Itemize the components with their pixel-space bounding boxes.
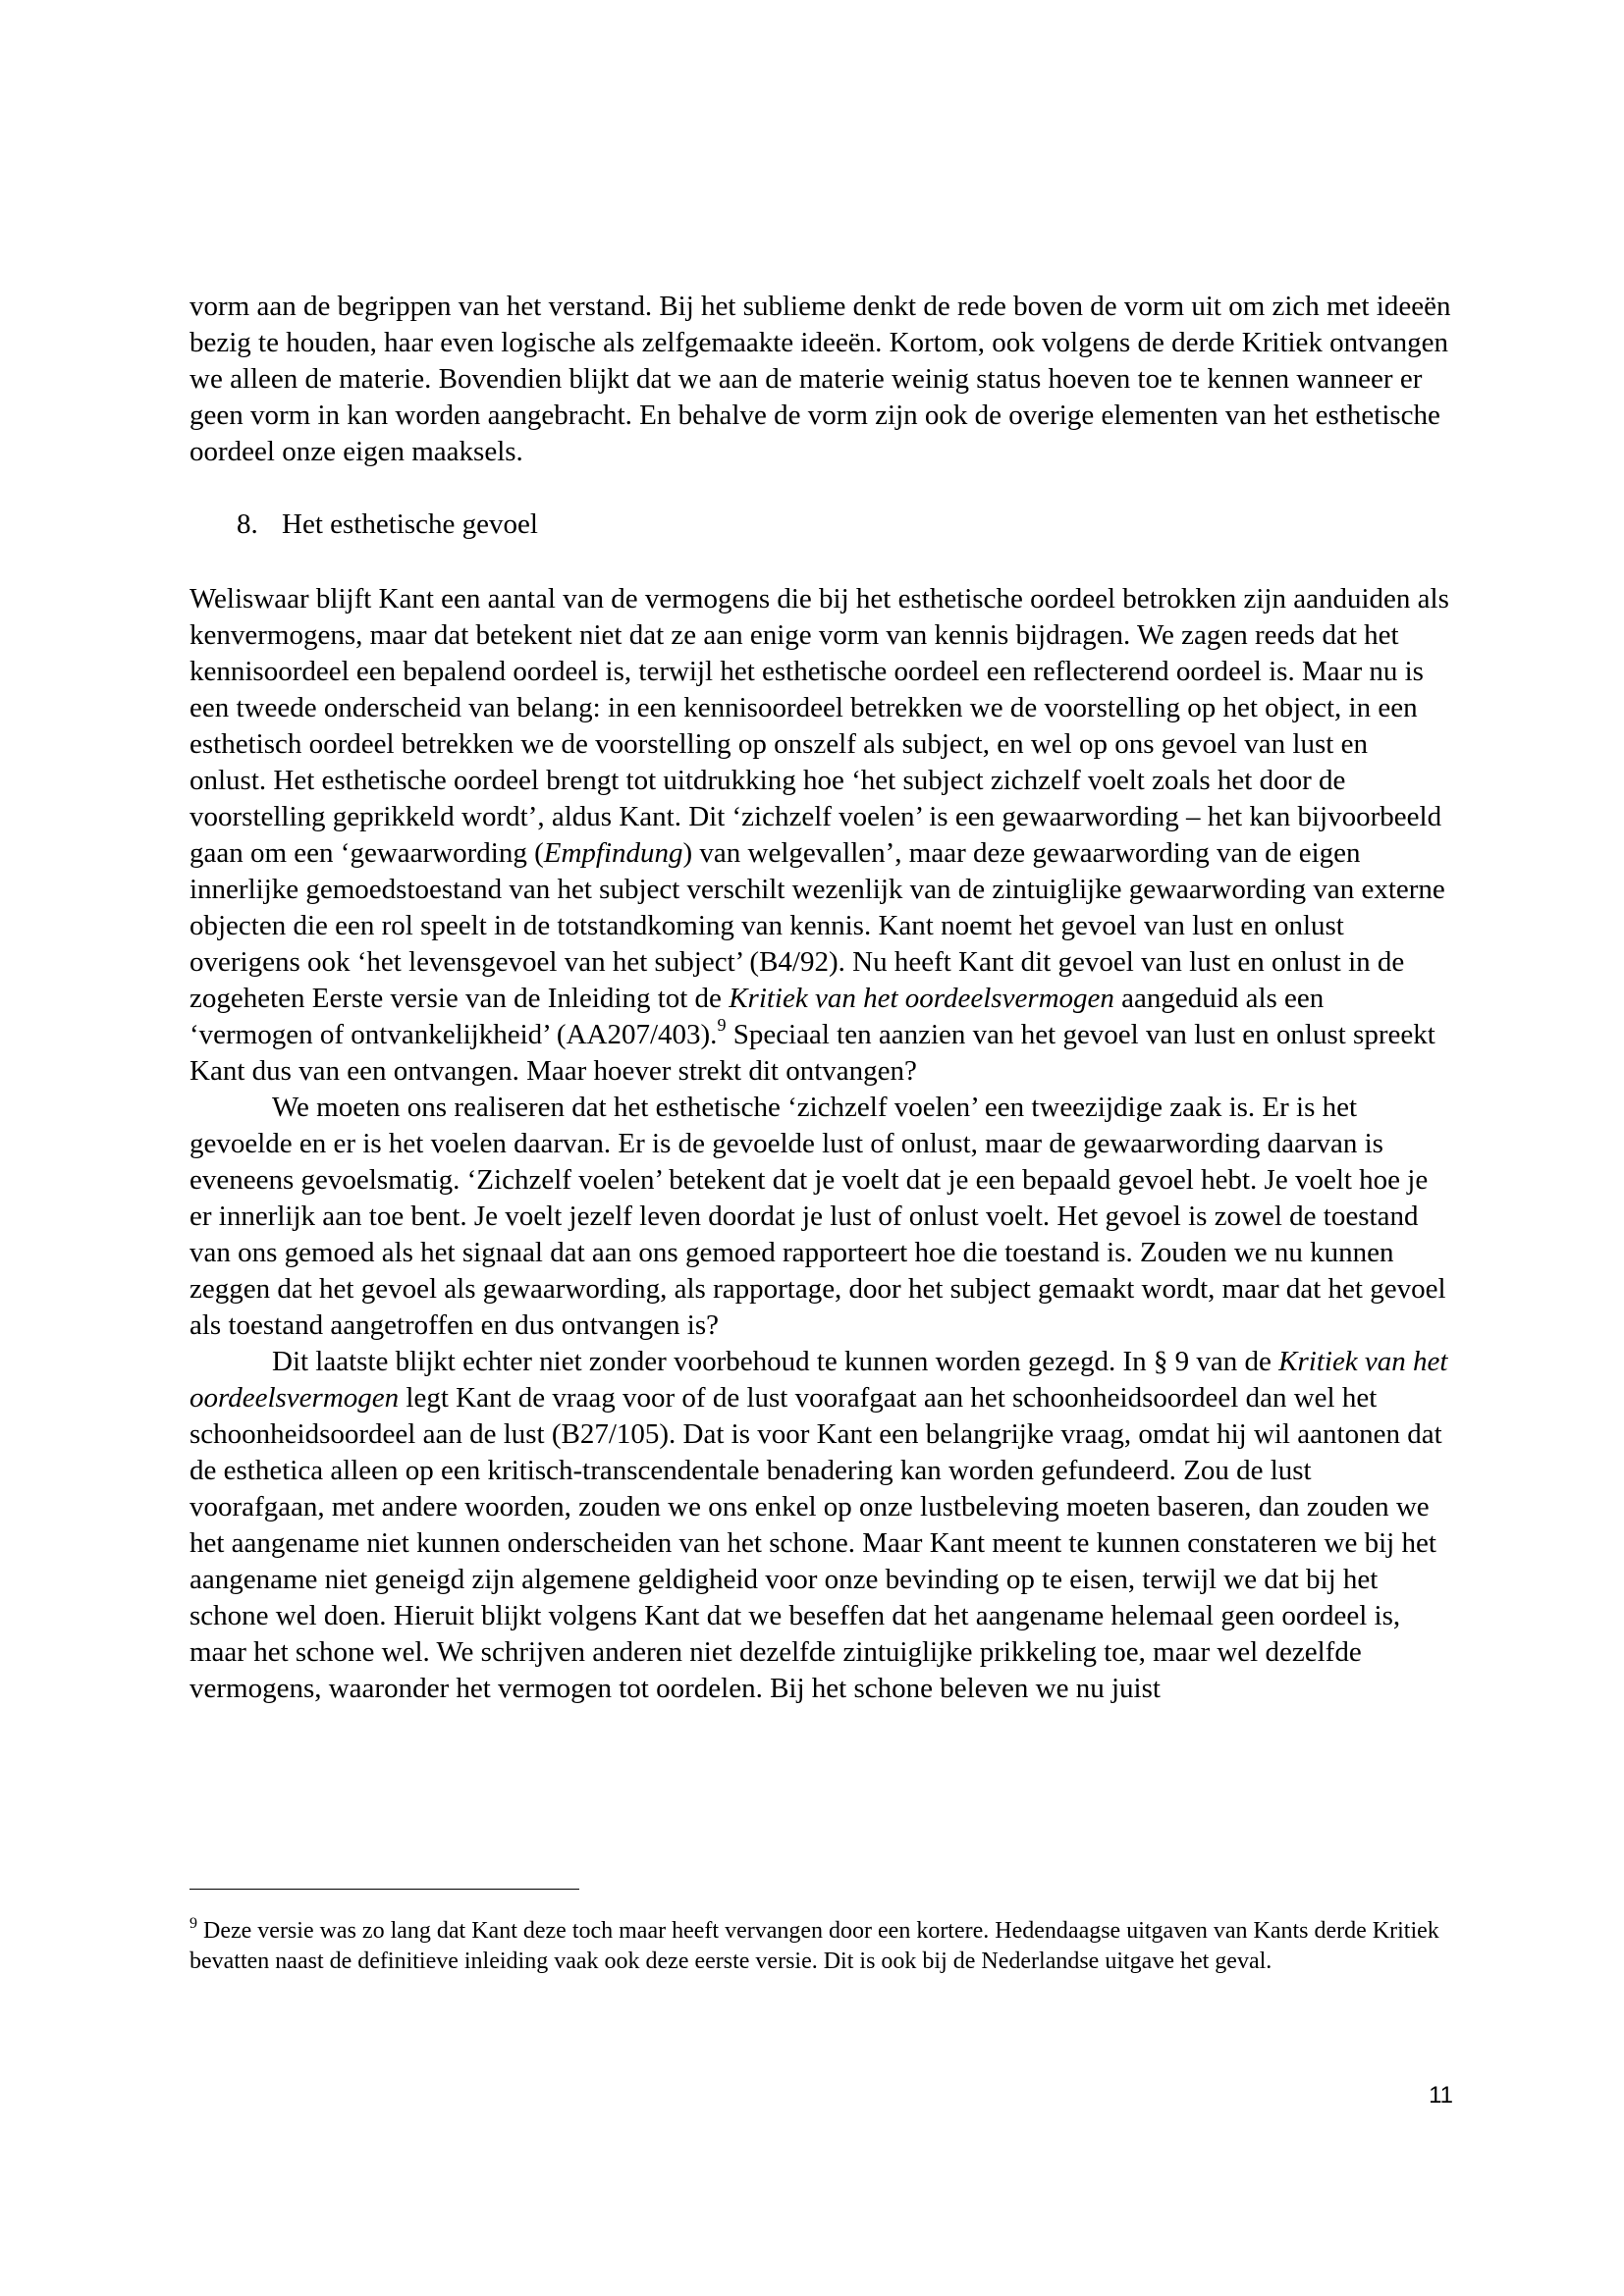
section-number: 8. [237, 508, 258, 540]
section-title: Het esthetische gevoel [282, 508, 538, 540]
paragraph-3 [189, 1344, 1451, 1707]
footnote-separator [189, 1889, 579, 1890]
footnote-text: Deze versie was zo lang dat Kant deze toch maar heeft vervangen door een kortere. Hedendaagse uitgaven van Kants derde Kritiek bevatten naast de definitieve inleiding vaak ook deze eerste versie. Dit is ook bij de Nederlandse uitgave het geval. [189, 1918, 1439, 1974]
paragraph-1-italic-a: Empfindung [543, 837, 683, 869]
footnote [189, 1916, 1446, 1977]
paragraph-3-text-a: Dit laatste blijkt echter niet zonder voorbehoud te kunnen worden gezegd. In § 9 van de [272, 1346, 1279, 1377]
paragraph-1-text-a: Weliswaar blijft Kant een aantal van de vermogens die bij het esthetische oordeel betrokken zijn aanduiden als kenvermogens, maar dat betekent niet dat ze aan enige vorm van kennis bijdragen. We zagen reeds dat het kennisoordeel een bepalend oordeel is, terwijl het esthetische oordeel een reflecterend oordeel is. Maar nu is een tweede onderscheid van belang: in een kennisoordeel betrekken we de voorstelling op het object, in een esthetisch oordeel betrekken we de voorstelling op onszelf als subject, en wel op ons gevoel van lust en onlust. Het esthetische oordeel brengt tot uitdrukking hoe ‘het subject zichzelf voelt zoals het door de voorstelling geprikkeld wordt’, aldus Kant. Dit ‘zichzelf voelen’ is een gewaarwording – het kan bijvoorbeeld gaan om een ‘gewaarwording ( [189, 583, 1449, 869]
paragraph-3-text-b: legt Kant de vraag voor of de lust voorafgaat aan het schoonheidsoordeel dan wel het schoonheidsoordeel aan de lust (B27/105). Dat is voor Kant een belangrijke vraag, omdat hij wil aantonen dat de esthetica alleen op een kritisch-transcendentale benadering kan worden gefundeerd. Zou de lust voorafgaan, met andere woorden, zouden we ons enkel op onze lustbeleving moeten baseren, dan zouden we het aangename niet kunnen onderscheiden van het schone. Maar Kant meent te kunnen constateren we bij het aangename niet geneigd zijn algemene geldigheid voor onze bevinding op te eisen, terwijl we dat bij het schone wel doen. Hieruit blijkt volgens Kant dat we beseffen dat het aangename helemaal geen oordeel is, maar het schone wel. We schrijven anderen niet dezelfde zintuiglijke prikkeling toe, maar wel dezelfde vermogens, waaronder het vermogen tot oordelen. Bij het schone beleven we nu juist [189, 1382, 1442, 1704]
section-heading [237, 507, 538, 543]
footnote-number: 9 [189, 1915, 197, 1932]
paragraph-top-text: vorm aan de begrippen van het verstand. Bij het sublieme denkt de rede boven de vorm uit om zich met ideeën bezig te houden, haar even logische als zelfgemaakte ideeën. Kortom, ook volgens de derde Kritiek ontvangen we alleen de materie. Bovendien blijkt dat we aan de materie weinig status hoeven toe te kennen wanneer er geen vorm in kan worden aangebracht. En behalve de vorm zijn ook de overige elementen van het esthetische oordeel onze eigen maaksels. [189, 291, 1451, 467]
paragraph-1-text-c: aangeduid als een ‘vermogen of ontvankelijkheid’ (AA207/403). [189, 983, 1325, 1050]
paragraph-1 [189, 581, 1451, 1090]
footnote-reference[interactable]: 9 [717, 1015, 727, 1036]
paragraph-2: We moeten ons realiseren dat het esthetische ‘zichzelf voelen’ een tweezijdige zaak is. Er is het gevoelde en er is het voelen daarvan. Er is de gevoelde lust of onlust, maar de gewaarwording daarvan is eveneens gevoelsmatig. ‘Zichzelf voelen’ betekent dat je voelt dat je een bepaald gevoel hebt. Je voelt hoe je er innerlijk aan toe bent. Je voelt jezelf leven doordat je lust of onlust voelt. Het gevoel is zowel de toestand van ons gemoed als het signaal dat aan ons gemoed rapporteert hoe die toestand is. Zouden we nu kunnen zeggen dat het gevoel als gewaarwording, als rapportage, door het subject gemaakt wordt, maar dat het gevoel als toestand aangetroffen en dus ontvangen is? [189, 1092, 1446, 1341]
page-number: 11 [1429, 2082, 1453, 2109]
paragraph-1-text-d: Speciaal ten aanzien van het gevoel van lust en onlust spreekt Kant dus van een ontvangen. Maar hoever strekt dit ontvangen? [189, 1019, 1435, 1087]
paragraph-3-italic-a: Kritiek van het oordeelsvermogen [189, 1346, 1448, 1414]
paragraph-top [189, 289, 1451, 470]
main-text [189, 581, 1451, 1707]
paragraph-1-italic-b: Kritiek van het oordeelsvermogen [729, 983, 1114, 1014]
paragraph-1-text-b: ) van welgevallen’, maar deze gewaarwording van de eigen innerlijke gemoedstoestand van het subject verschilt wezenlijk van de zintuiglijke gewaarwording van externe objecten die een rol speelt in de totstandkoming van kennis. Kant noemt het gevoel van lust en onlust overigens ook ‘het levensgevoel van het subject’ (B4/92). Nu heeft Kant dit gevoel van lust en onlust in de zogeheten Eerste versie van de Inleiding tot de [189, 837, 1445, 1014]
